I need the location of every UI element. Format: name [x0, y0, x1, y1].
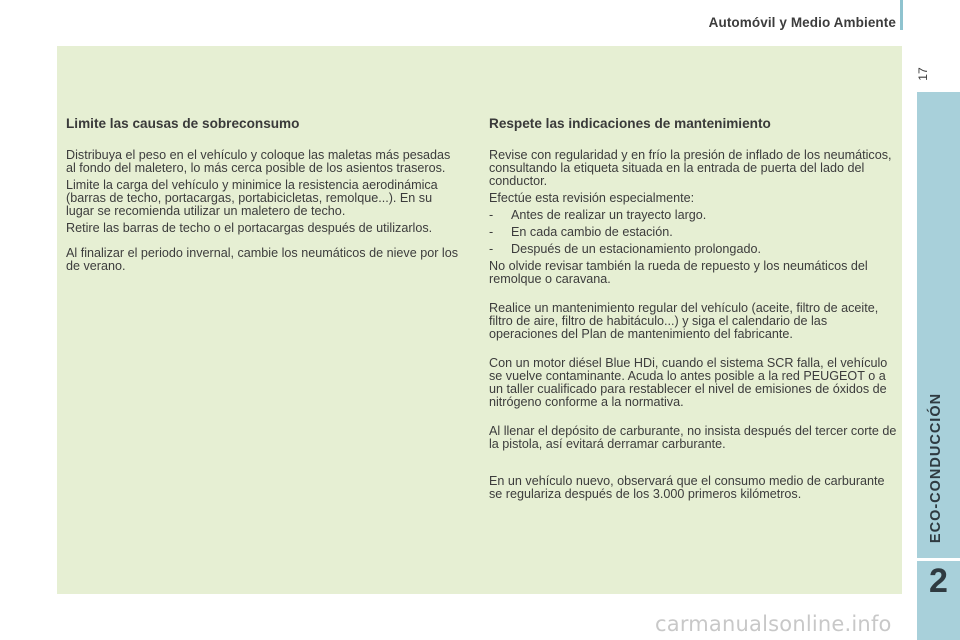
- bullet-item: [489, 226, 899, 239]
- right-paragraph: Con un motor diésel Blue HDi, cuando el sistema SCR falla, el vehículo se vuelve contaminante. Acuda lo antes posible a la red PEUGEOT o a un taller cualificado para restablecer el nivel de emisiones de óxidos de nitrógeno conforme a la normativa.: [489, 356, 888, 409]
- left-paragraph: Al finalizar el periodo invernal, cambie los neumáticos de nieve por los de verano.: [66, 246, 459, 273]
- header-title: Automóvil y Medio Ambiente: [708, 15, 896, 30]
- bullet-item: [489, 209, 899, 222]
- bullet-marker: -: [489, 208, 494, 222]
- header-rule: [900, 0, 903, 30]
- chapter-number: 2: [929, 562, 948, 600]
- left-paragraph: Distribuya el peso en el vehículo y coloque las maletas más pesadas al fondo del maletero, lo más cerca posible de los asientos traseros.: [66, 148, 451, 175]
- right-heading: Respete las indicaciones de mantenimiento: [489, 116, 771, 131]
- section-label-text: ECO-CONDUCCIÓN: [928, 392, 944, 544]
- bullet-list: [489, 209, 899, 256]
- left-column: [66, 116, 462, 277]
- bullet-item: [489, 243, 899, 256]
- bullet-text: Después de un estacionamiento prolongado.: [511, 242, 761, 256]
- left-paragraph: Limite la carga del vehículo y minimice la resistencia aerodinámica (barras de techo, portacargas, portabicicletas, remolque...). En su lugar se recomienda utilizar un maletero de techo.: [66, 178, 438, 218]
- bullet-text: Antes de realizar un trayecto largo.: [511, 208, 707, 222]
- right-paragraph: No olvide revisar también la rueda de repuesto y los neumáticos del remolque o caravana.: [489, 259, 868, 286]
- watermark: carmanualsonline.info: [655, 612, 892, 636]
- right-paragraph: Al llenar el depósito de carburante, no insista después del tercer corte de la pistola, así evitará derramar carburante.: [489, 424, 897, 451]
- bullet-text: En cada cambio de estación.: [511, 225, 673, 239]
- bullet-marker: -: [489, 242, 494, 256]
- page-number: 17: [916, 67, 930, 81]
- left-heading: Limite las causas de sobreconsumo: [66, 116, 300, 131]
- right-paragraph: En un vehículo nuevo, observará que el consumo medio de carburante se regulariza después de los 3.000 primeros kilómetros.: [489, 474, 885, 501]
- right-paragraph: Realice un mantenimiento regular del vehículo (aceite, filtro de aceite, filtro de aire, filtro de habitáculo...) y siga el calendario de las operaciones del Plan de mantenimiento del fabricante.: [489, 301, 879, 341]
- side-tab-divider: [917, 558, 960, 561]
- right-column: [489, 116, 899, 505]
- right-paragraph: Efectúe esta revisión especialmente:: [489, 191, 695, 205]
- left-paragraph: Retire las barras de techo o el portacargas después de utilizarlos.: [66, 221, 433, 235]
- right-paragraph: Revise con regularidad y en frío la presión de inflado de los neumáticos, consultando la etiqueta situada en la entrada de puerta del lado del conductor.: [489, 148, 892, 188]
- bullet-marker: -: [489, 225, 494, 239]
